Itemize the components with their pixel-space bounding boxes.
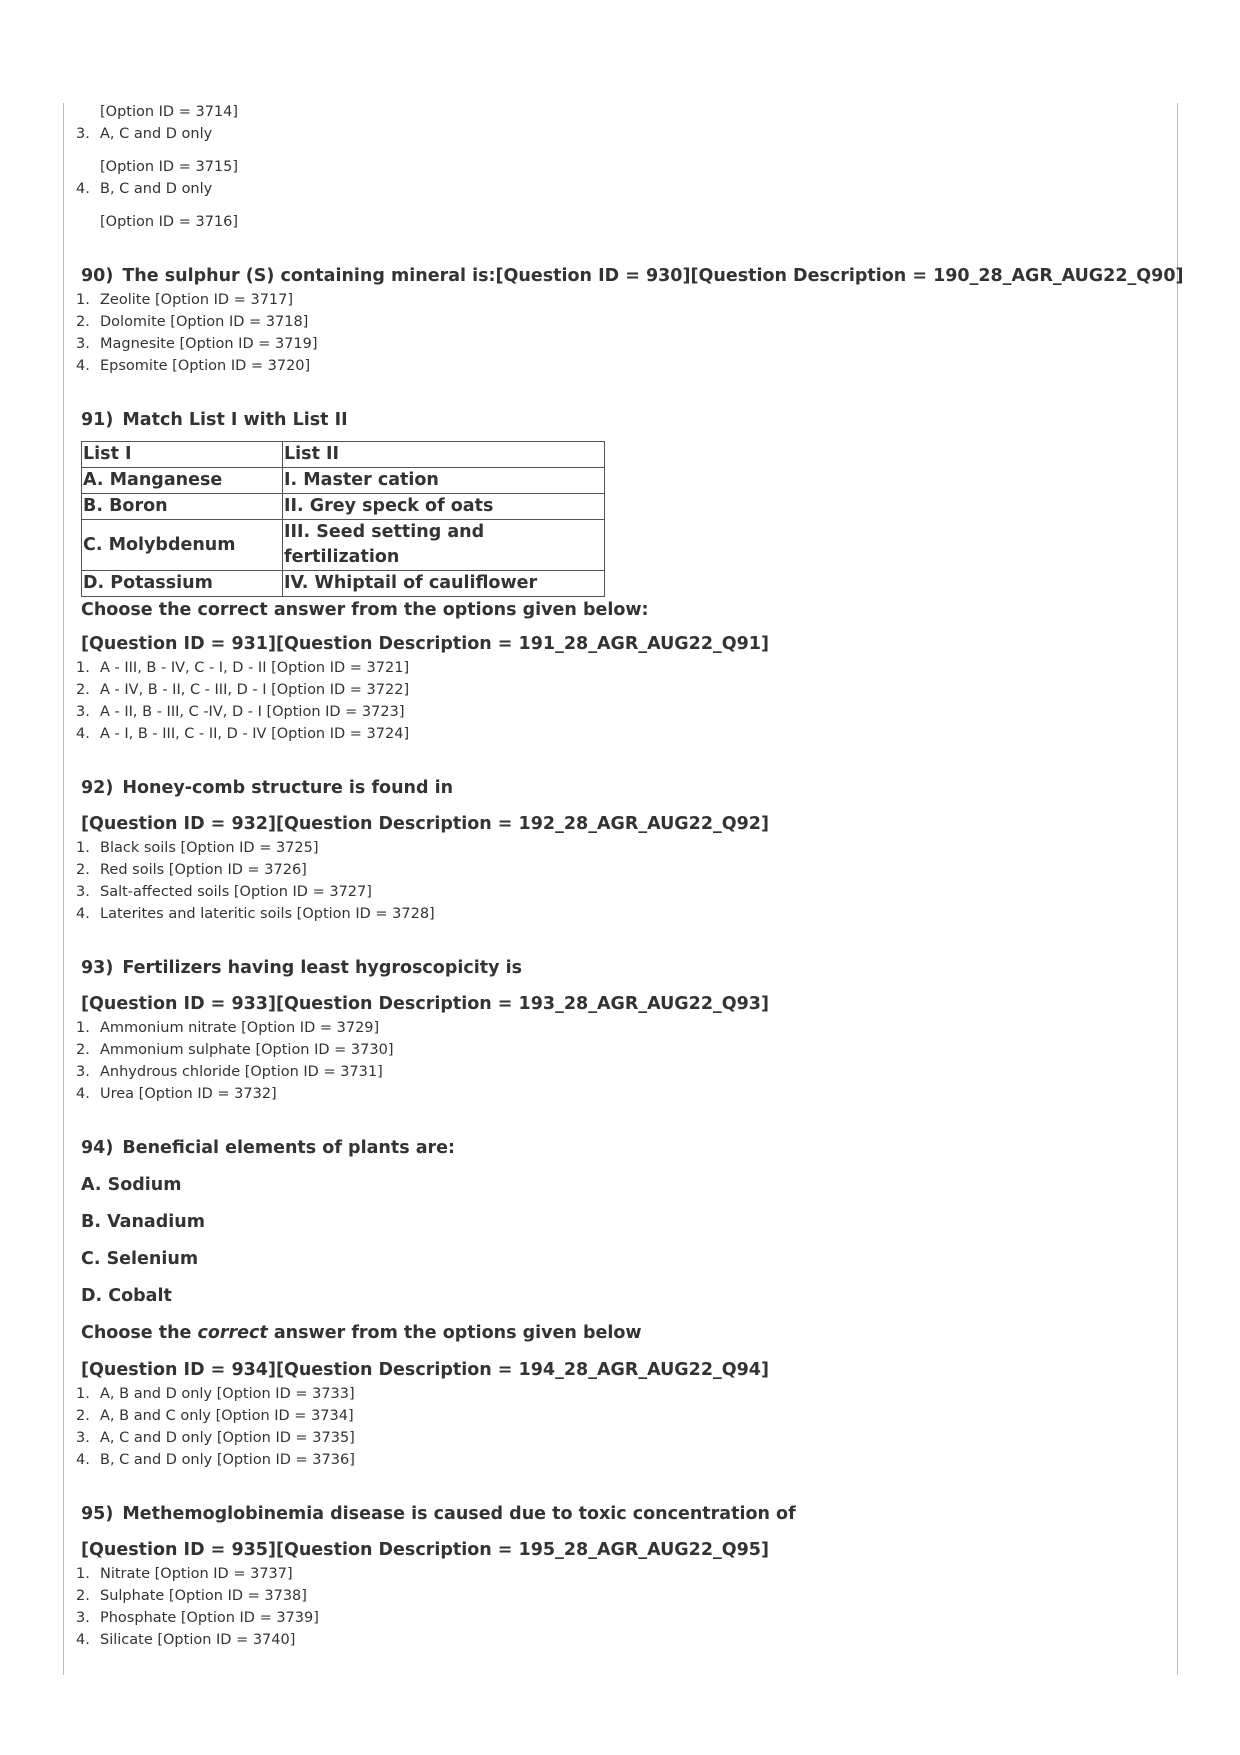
option-row [74,701,1164,723]
page-border-right [1177,103,1178,1675]
option-number: 2. [76,682,90,698]
option-text: Red soils [Option ID = 3726] [100,862,307,878]
option-number: 3. [76,336,90,352]
option-number: 4. [76,358,90,374]
question-text: Fertilizers having least hygroscopicity is [122,958,522,978]
question-id-line: [Question ID = 934][Question Description = 194_28_AGR_AUG22_Q94] [81,1360,769,1380]
match-table-row [82,494,605,520]
option-text: Black soils [Option ID = 3725] [100,840,319,856]
question-id-line: [Question ID = 932][Question Description = 192_28_AGR_AUG22_Q92] [81,814,769,834]
list-2-item: II. Grey speck of oats [283,494,605,520]
page-border-left [63,103,64,1675]
question-instruction: Choose the correct answer from the options given below: [81,600,649,620]
question-number: 93) [81,958,114,978]
option-list [74,1563,1164,1651]
option-list [74,1383,1164,1471]
option-text: A, B and D only [Option ID = 3733] [100,1386,355,1402]
option-text: Anhydrous chloride [Option ID = 3731] [100,1064,383,1080]
option-row [74,1629,1164,1651]
option-text: A, C and D only [100,126,213,142]
question-title [74,407,1164,433]
match-table-row [82,571,605,597]
option-text: Silicate [Option ID = 3740] [100,1632,296,1648]
question-91 [74,407,1164,745]
option-row [74,178,1164,200]
list-1-item: A. Manganese [82,468,283,494]
option-number: 4. [76,1632,90,1648]
option-text: A - IV, B - II, C - III, D - I [Option ID = 3722] [100,682,410,698]
option-row [74,355,1164,377]
option-row [74,1083,1164,1105]
question-number: 95) [81,1504,114,1524]
option-row [74,723,1164,745]
option-row [74,333,1164,355]
option-row [74,679,1164,701]
question-93 [74,955,1164,1105]
option-number: 2. [76,1408,90,1424]
option-number: 1. [76,840,90,856]
option-number: 1. [76,292,90,308]
option-number: 2. [76,1588,90,1604]
question-94 [74,1135,1164,1471]
instruction-part: Choose the [81,1323,198,1343]
question-number: 92) [81,778,114,798]
statement: B. Vanadium [81,1212,205,1232]
option-row [74,289,1164,311]
option-row [74,1607,1164,1629]
option-row [74,1017,1164,1039]
question-95 [74,1501,1164,1651]
option-row [74,123,1164,145]
option-row [74,903,1164,925]
option-text: B, C and D only [Option ID = 3736] [100,1452,355,1468]
match-table-row [82,468,605,494]
option-text: Magnesite [Option ID = 3719] [100,336,318,352]
match-table [81,441,605,597]
option-row [74,1449,1164,1471]
option-text: Phosphate [Option ID = 3739] [100,1610,319,1626]
option-row [74,1061,1164,1083]
list-2-header: List II [283,442,605,468]
question-id-line: [Question ID = 935][Question Description = 195_28_AGR_AUG22_Q95] [81,1540,769,1560]
option-number: 1. [76,1386,90,1402]
question-text: The sulphur (S) containing mineral is:[Question ID = 930][Question Description = 190_28_AGR_AUG22_Q90] [122,266,1184,286]
carryover-options [74,101,1164,233]
option-text: Sulphate [Option ID = 3738] [100,1588,307,1604]
question-id-line: [Question ID = 933][Question Description = 193_28_AGR_AUG22_Q93] [81,994,769,1014]
option-number: 3. [76,1430,90,1446]
question-title [74,1501,1164,1527]
option-row [74,1383,1164,1405]
question-number: 91) [81,410,114,430]
list-2-item: I. Master cation [283,468,605,494]
option-number: 1. [76,1566,90,1582]
option-text: Dolomite [Option ID = 3718] [100,314,309,330]
option-number: 3. [76,884,90,900]
option-number: 1. [76,660,90,676]
instruction-part: answer from the options given below [267,1323,642,1343]
option-row [74,1563,1164,1585]
option-text: Nitrate [Option ID = 3737] [100,1566,293,1582]
question-id-line: [Question ID = 931][Question Description = 191_28_AGR_AUG22_Q91] [81,634,769,654]
option-number: 2. [76,1042,90,1058]
option-id: [Option ID = 3716] [100,214,239,230]
option-text: A, C and D only [Option ID = 3735] [100,1430,355,1446]
option-row [74,1585,1164,1607]
question-text: Beneficial elements of plants are: [122,1138,456,1158]
question-text: Methemoglobinemia disease is caused due to toxic concentration of [122,1504,796,1524]
option-number: 4. [76,906,90,922]
question-number: 94) [81,1138,114,1158]
question-number: 90) [81,266,114,286]
question-instruction [74,1320,1164,1346]
question-90 [74,263,1184,377]
option-list [74,289,1164,377]
list-1-item: C. Molybdenum [82,520,283,571]
option-number: 4. [76,726,90,742]
option-number: 3. [76,1064,90,1080]
option-row [74,859,1164,881]
option-row [74,1405,1164,1427]
question-text: Match List I with List II [122,410,348,430]
question-title [74,955,1164,981]
statement: D. Cobalt [81,1286,172,1306]
option-text: Salt-affected soils [Option ID = 3727] [100,884,372,900]
option-row [74,837,1164,859]
option-number: 4. [76,1086,90,1102]
option-number: 3. [76,1610,90,1626]
option-id: [Option ID = 3715] [100,159,239,175]
option-list [74,657,1164,745]
list-2-item: IV. Whiptail of cauliflower [283,571,605,597]
question-title [74,775,1164,801]
question-text: Honey-comb structure is found in [122,778,454,798]
match-table-header [82,442,605,468]
option-row [74,657,1164,679]
question-paper [74,101,1184,1651]
option-row [74,1427,1164,1449]
list-1-item: B. Boron [82,494,283,520]
option-text: Ammonium sulphate [Option ID = 3730] [100,1042,394,1058]
option-text: Urea [Option ID = 3732] [100,1086,277,1102]
option-text: A, B and C only [Option ID = 3734] [100,1408,354,1424]
option-text: Zeolite [Option ID = 3717] [100,292,294,308]
option-text: A - III, B - IV, C - I, D - II [Option ID = 3721] [100,660,410,676]
option-number: 3. [76,704,90,720]
instruction-emphasis: correct [197,1323,268,1343]
option-number: 3. [76,126,90,142]
option-number: 4. [76,181,90,197]
list-2-item: III. Seed setting and fertilization [283,520,605,571]
list-1-item: D. Potassium [82,571,283,597]
option-text: Epsomite [Option ID = 3720] [100,358,311,374]
option-text: B, C and D only [100,181,213,197]
option-number: 2. [76,862,90,878]
option-number: 4. [76,1452,90,1468]
option-text: A - I, B - III, C - II, D - IV [Option ID = 3724] [100,726,410,742]
question-title [74,263,1184,289]
statement: A. Sodium [81,1175,182,1195]
match-table-row [82,520,605,571]
option-number: 2. [76,314,90,330]
option-text: Ammonium nitrate [Option ID = 3729] [100,1020,380,1036]
option-list [74,1017,1164,1105]
option-number: 1. [76,1020,90,1036]
option-row [74,311,1164,333]
option-text: Laterites and lateritic soils [Option ID = 3728] [100,906,435,922]
statement: C. Selenium [81,1249,199,1269]
question-92 [74,775,1164,925]
option-list [74,837,1164,925]
option-text: A - II, B - III, C -IV, D - I [Option ID = 3723] [100,704,405,720]
option-row [74,881,1164,903]
question-title [74,1135,1164,1161]
list-1-header: List I [82,442,283,468]
option-row [74,1039,1164,1061]
option-id: [Option ID = 3714] [100,104,239,120]
